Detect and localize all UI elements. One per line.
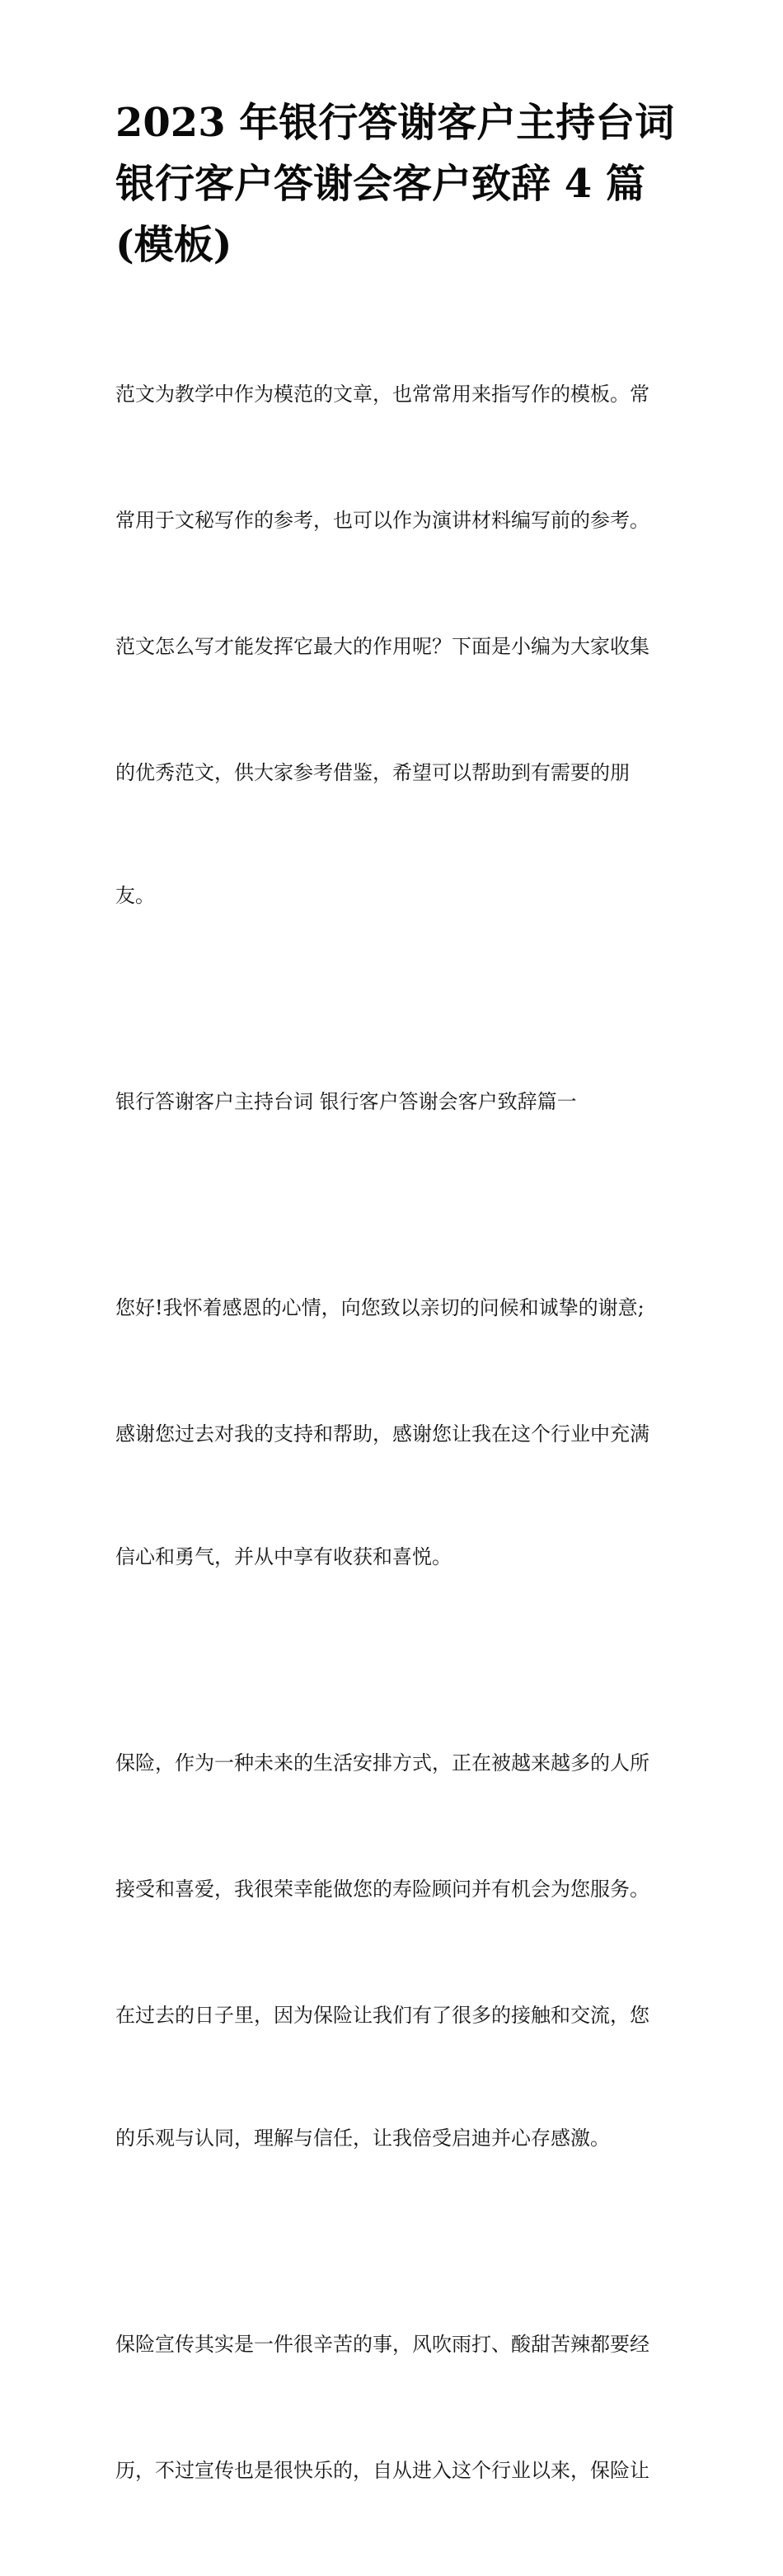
title-line-3: (模板) xyxy=(115,222,232,268)
para3-line-2: 历，不过宣传也是很快乐的，自从进入这个行业以来，保险让 xyxy=(115,2459,649,2482)
para2-line-4: 的乐观与认同，理解与信任，让我倍受启迪并心存感激。 xyxy=(115,2127,610,2150)
intro-line-4: 的优秀范文，供大家参考借鉴，希望可以帮助到有需要的朋 xyxy=(115,761,630,784)
document-body xyxy=(115,289,676,2576)
title-line-2: 银行客户答谢会客户致辞 4 篇 xyxy=(115,161,645,207)
intro-line-1: 范文为教学中作为模范的文章，也常常用来指写作的模板。常 xyxy=(115,383,649,406)
intro-paragraph xyxy=(115,289,676,997)
para1-line-2: 感谢您过去对我的支持和帮助，感谢您让我在这个行业中充满 xyxy=(115,1422,649,1445)
para2-line-3: 在过去的日子里，因为保险让我们有了很多的接触和交流，您 xyxy=(115,2004,649,2027)
para2-line-2: 接受和喜爱，我很荣幸能做您的寿险顾问并有机会为您服务。 xyxy=(115,1878,649,1901)
section-heading: 银行答谢客户主持台词 银行客户答谢会客户致辞篇一 xyxy=(115,1090,577,1113)
paragraph-3 xyxy=(115,2240,676,2576)
intro-line-3: 范文怎么写才能发挥它最大的作用呢？下面是小编为大家收集 xyxy=(115,635,649,658)
para3-line-1: 保险宣传其实是一件很辛苦的事，风吹雨打、酸甜苦辣都要经 xyxy=(115,2333,649,2356)
title-line-1: 2023 年银行答谢客户主持台词 xyxy=(115,100,675,146)
document-title xyxy=(115,92,675,275)
paragraph-1 xyxy=(115,1203,676,1658)
para2-line-1: 保险，作为一种未来的生活安排方式，正在被越来越多的人所 xyxy=(115,1751,649,1775)
para1-line-3: 信心和勇气，并从中享有收获和喜悦。 xyxy=(115,1545,452,1568)
para1-line-1: 您好!我怀着感恩的心情，向您致以亲切的问候和诚挚的谢意; xyxy=(115,1296,645,1319)
paragraph-2 xyxy=(115,1658,676,2240)
intro-line-2: 常用于文秘写作的参考，也可以作为演讲材料编写前的参考。 xyxy=(115,509,649,532)
intro-line-5: 友。 xyxy=(115,884,155,907)
section-heading-block xyxy=(115,997,676,1203)
